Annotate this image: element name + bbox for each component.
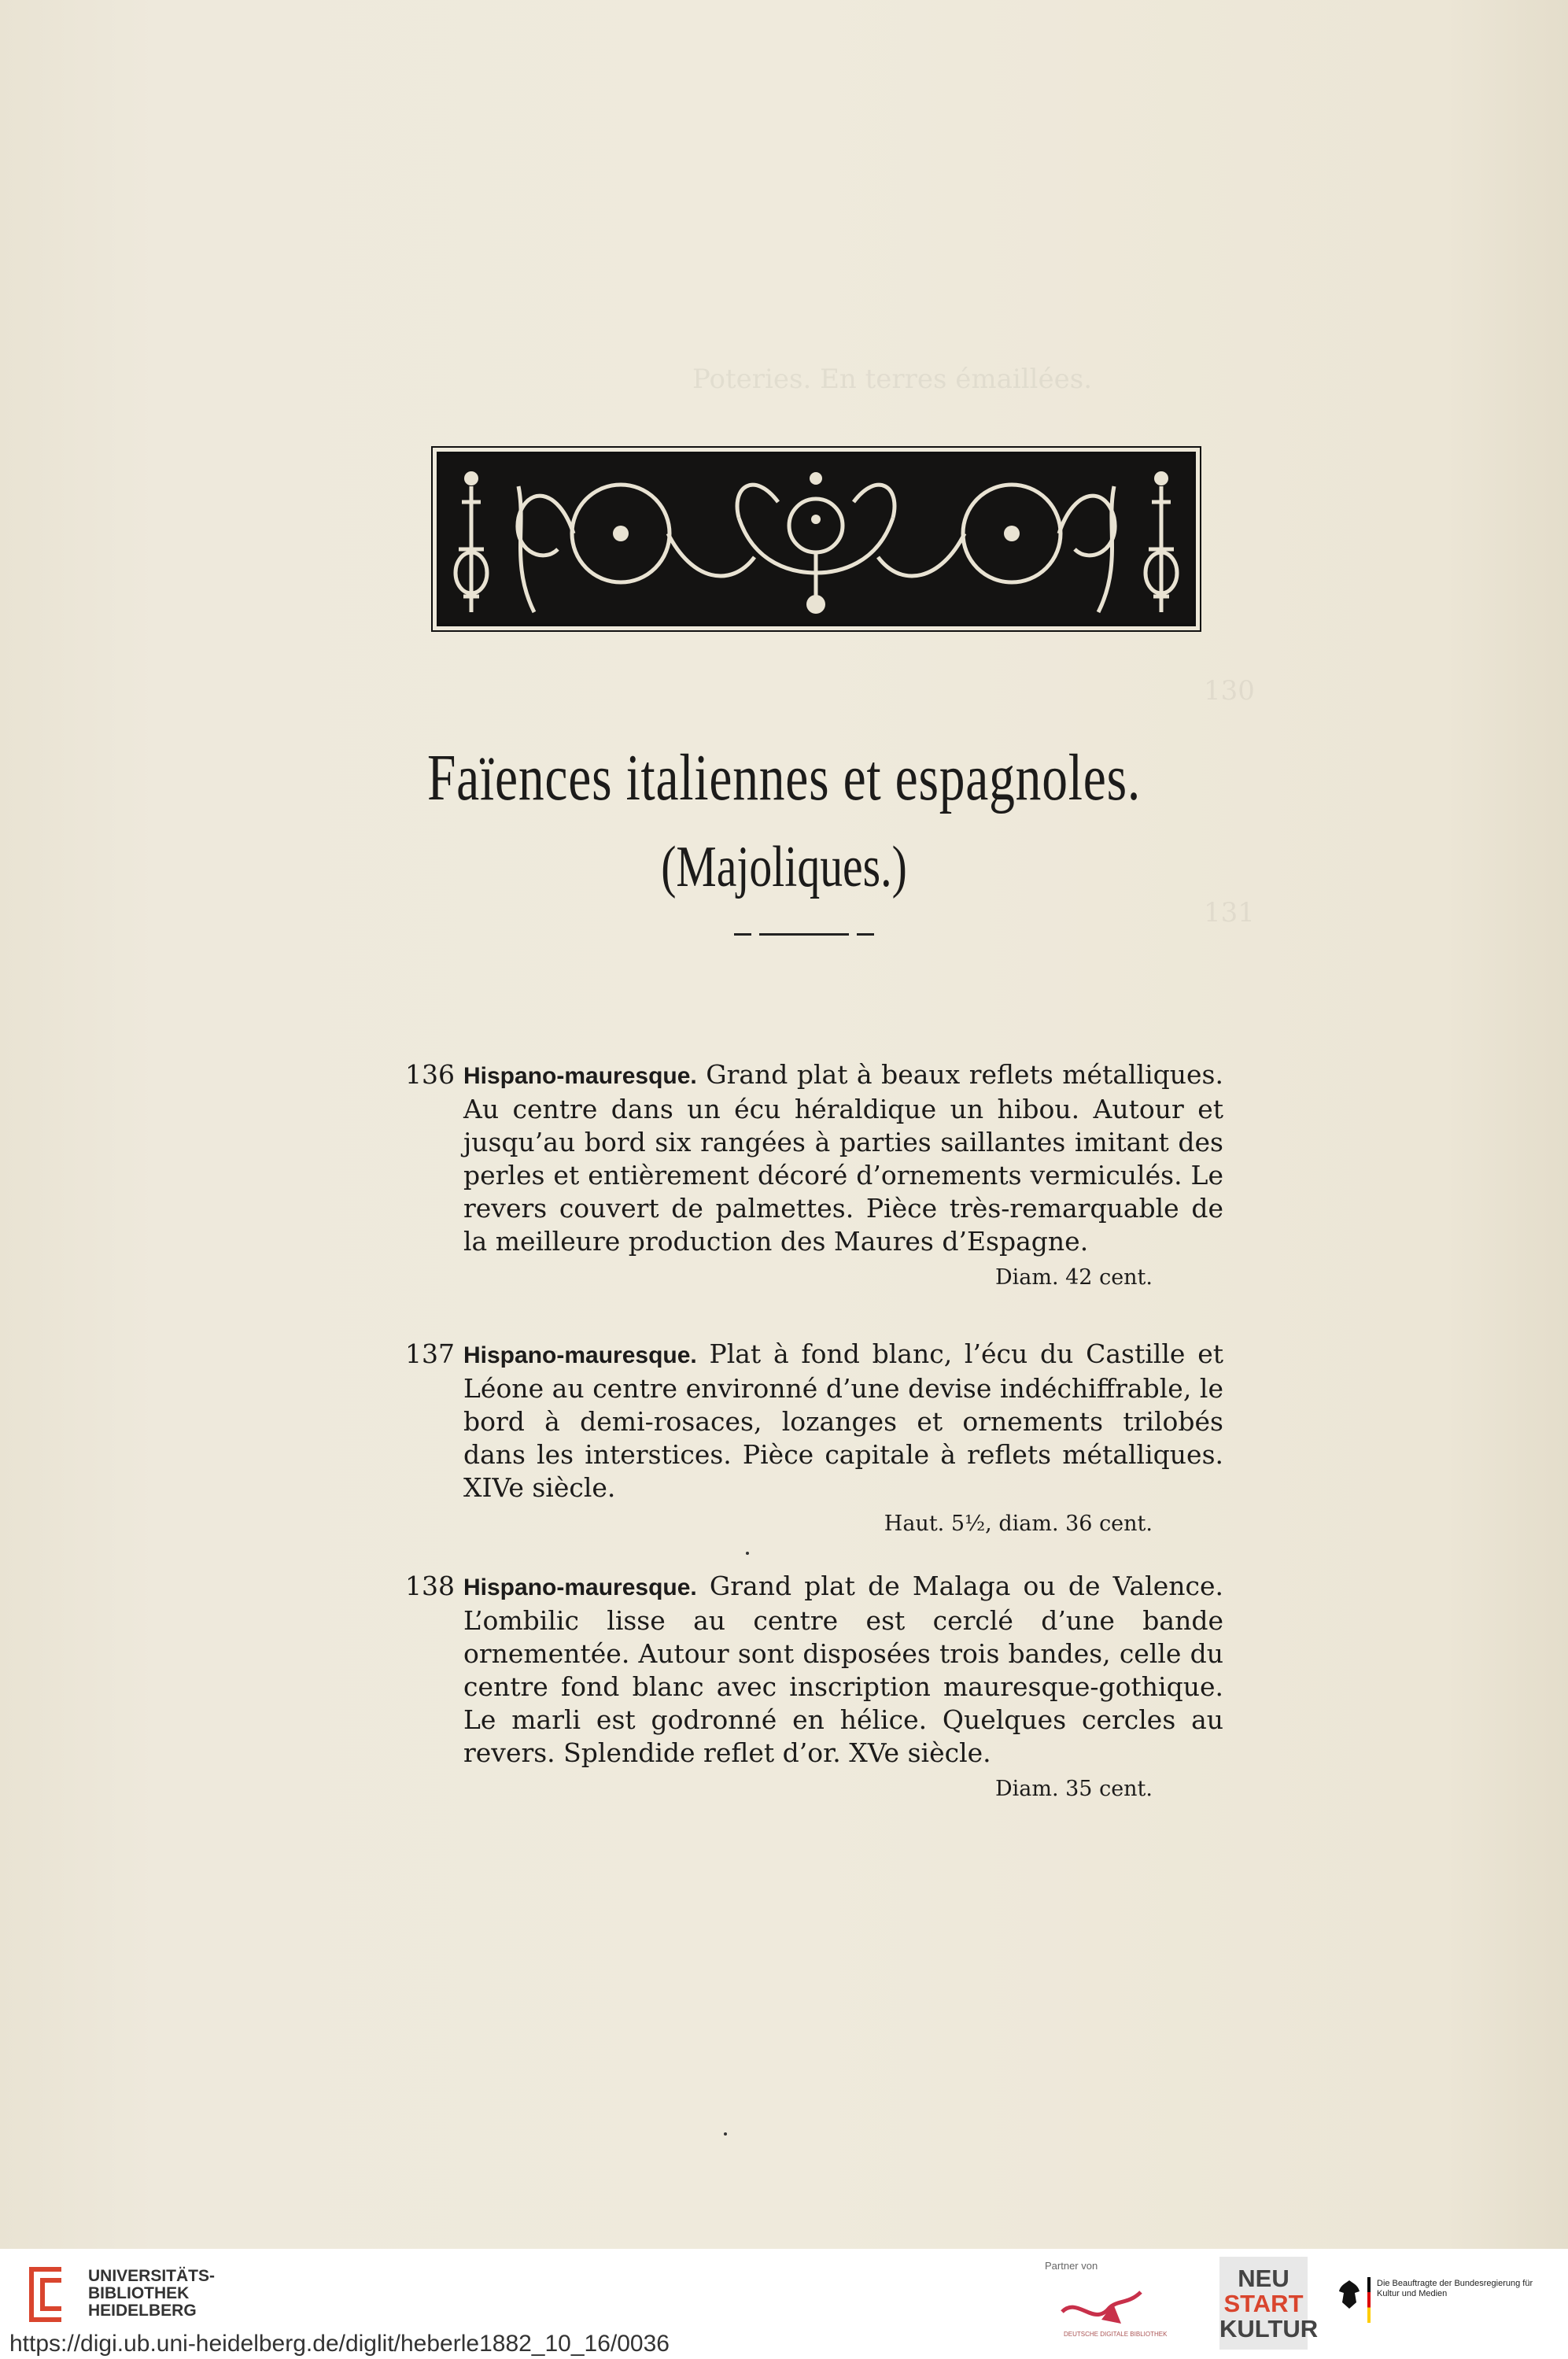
bleed-through-text: Poteries. En terres émaillées. (692, 364, 1093, 395)
flag-stripe (1367, 2277, 1371, 2323)
entry-number: 136 (405, 1059, 455, 1090)
federal-government-text: Die Beauftragte der Bundesregierung für Kultur und Medien (1377, 2279, 1533, 2298)
neustart-line1: NEU (1238, 2265, 1289, 2292)
entry-description: Grand plat à beaux reflets métalliques. Au centre dans un écu héraldique un hibou. Autour et jusqu’au bord six rangées à parties saillantes imitant des perles et entièrement décoré d’ornements vermiculés. Le revers couvert de palmettes. Pièce très-remarquable de la meilleure production des Maures d’Espagne. (463, 1059, 1223, 1257)
catalog-entry (405, 1058, 1223, 1294)
eagle-icon (1337, 2277, 1361, 2312)
entry-measure: Diam. 42 cent. (994, 1265, 1153, 1290)
page-title: Faïences italiennes et espagnoles. (426, 741, 1142, 814)
page-url[interactable]: https://digi.ub.uni-heidelberg.de/diglit/heberle1882_10_16/0036 (9, 2331, 670, 2357)
library-name[interactable]: UNIVERSITÄTS-BIBLIOTHEK HEIDELBERG (88, 2267, 216, 2320)
entry-number: 138 (405, 1571, 455, 1601)
bleed-through-text: 131 (1204, 897, 1255, 928)
catalog-entry (405, 1570, 1223, 1806)
speck (746, 1552, 749, 1555)
footer-bar (0, 2249, 1568, 2359)
catalog-entry (405, 1338, 1223, 1541)
entry-description: Plat à fond blanc, l’écu du Castille et Léone au centre environné d’une devise indéchiffrable, le bord à demi-rosaces, lozanges et ornements trilobés dans les interstices. Pièce capitale à reflets métalliques. XIVe siècle. (463, 1338, 1223, 1503)
entry-measure: Diam. 35 cent. (994, 1777, 1153, 1801)
entry-text (463, 1338, 1223, 1504)
renaissance-ornament-icon (440, 455, 1193, 623)
neustart-line2: START (1223, 2290, 1304, 2317)
ddb-label: DEUTSCHE DIGITALE BIBLIOTHEK (1064, 2331, 1168, 2338)
page-subtitle: (Majoliques.) (661, 835, 907, 899)
entry-number: 137 (405, 1338, 455, 1369)
entry-head: Hispano-mauresque. (463, 1575, 697, 1600)
title-divider (759, 933, 849, 936)
entry-head: Hispano-mauresque. (463, 1063, 697, 1089)
university-library-logo-icon[interactable] (22, 2263, 71, 2326)
entry-measure: Haut. 5½, diam. 36 cent. (884, 1512, 1153, 1536)
speck (724, 2132, 727, 2136)
entry-text (463, 1058, 1223, 1258)
bleed-through-text: 130 (1204, 675, 1255, 707)
entry-text (463, 1570, 1223, 1770)
federal-government-logo[interactable] (1337, 2277, 1550, 2324)
neustart-line3: KULTUR (1219, 2315, 1319, 2342)
ornamental-header-band (437, 452, 1196, 626)
neustart-kultur-logo[interactable] (1219, 2257, 1319, 2350)
entry-head: Hispano-mauresque. (463, 1342, 697, 1368)
entry-description: Grand plat de Malaga ou de Valence. L’ombilic lisse au centre est cerclé d’une bande ornementée. Autour sont disposées trois bandes, celle du centre fond blanc avec inscription mauresque-gothique. Le marli est godronné en hélice. Quelques cercles au revers. Splendide reflet d’or. XVe siècle. (463, 1571, 1223, 1768)
partner-label: Partner von (1045, 2260, 1098, 2272)
